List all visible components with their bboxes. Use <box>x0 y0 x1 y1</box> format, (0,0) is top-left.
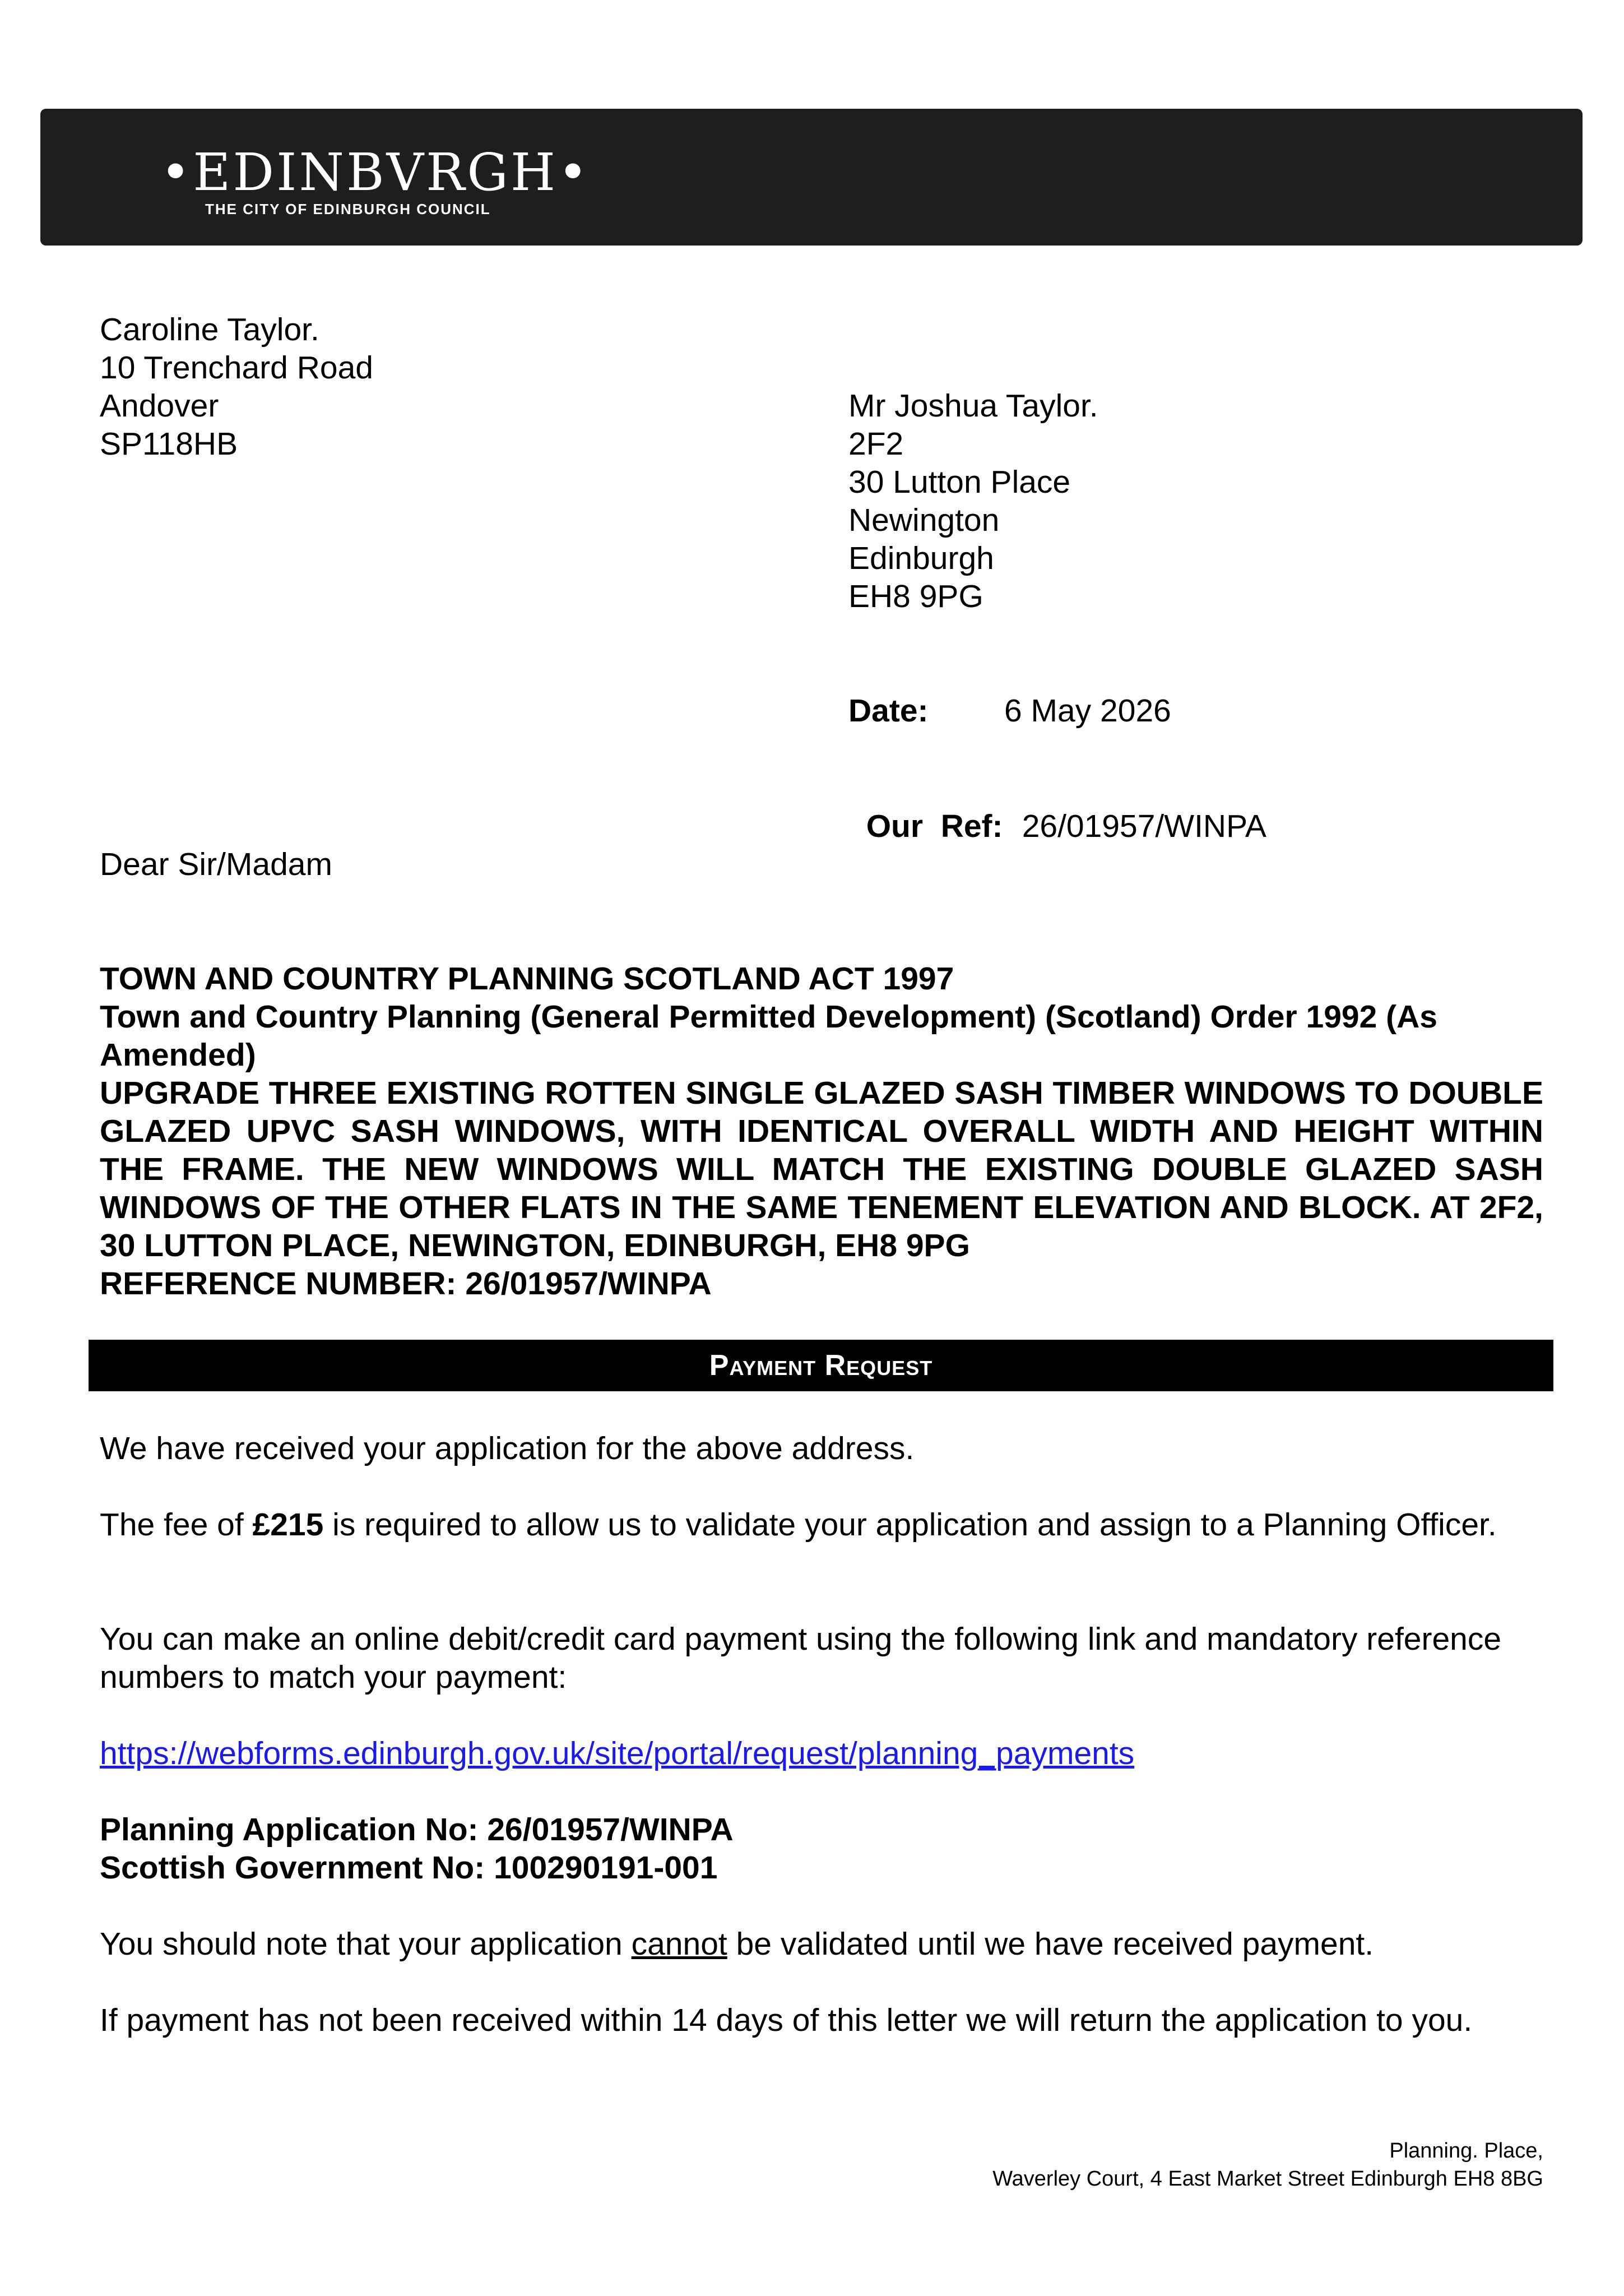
reference-numbers <box>100 1811 1557 1887</box>
reference-number: REFERENCE NUMBER: 26/01957/WINPA <box>100 1266 712 1302</box>
recipient-line: Mr Joshua Taylor. <box>848 388 1098 424</box>
application-heading <box>100 960 1543 1303</box>
fee-suffix: is required to allow us to validate your application and assign to a Planning Officer. <box>323 1507 1497 1543</box>
ref-value: 26/01957/WINPA <box>1022 808 1266 844</box>
sender-line: Andover <box>100 388 219 424</box>
date-value: 6 May 2026 <box>1004 693 1171 729</box>
logo-subtitle: THE CITY OF EDINBURGH COUNCIL <box>205 201 491 217</box>
ref-label: Our Ref: <box>866 808 1003 844</box>
footer-address <box>992 2137 1543 2193</box>
recipient-line: EH8 9PG <box>848 578 983 614</box>
fee-prefix: The fee of <box>100 1507 253 1543</box>
recipient-line: 2F2 <box>848 426 904 462</box>
section-title: Payment Request <box>709 1349 933 1382</box>
footer-line: Waverley Court, 4 East Market Street Edinburgh EH8 8BG <box>992 2167 1543 2191</box>
act-title: TOWN AND COUNTRY PLANNING SCOTLAND ACT 1997 <box>100 961 954 997</box>
footer-line: Planning. Place, <box>1389 2139 1543 2163</box>
fee-paragraph <box>100 1506 1557 1544</box>
planning-application-number: Planning Application No: 26/01957/WINPA <box>100 1812 734 1848</box>
payment-link-line <box>100 1734 1557 1772</box>
salutation: Dear Sir/Madam <box>100 846 332 882</box>
sender-address <box>100 311 373 463</box>
letter-reference <box>848 769 1266 845</box>
sender-line: Caroline Taylor. <box>100 312 319 348</box>
proposal-description: UPGRADE THREE EXISTING ROTTEN SINGLE GLAZED SASH TIMBER WINDOWS TO DOUBLE GLAZED UPVC SASH WINDOWS, WITH IDENTICAL OVERALL WIDTH AND HEIGHT WITHIN THE FRAME. THE NEW WINDOWS WILL MATCH THE EXISTING DOUBLE GLAZED SASH WINDOWS OF THE OTHER FLATS IN THE SAME TENEMENT ELEVATION AND BLOCK. AT 2F2, 30 LUTTON PLACE, NEWINGTON, EDINBURGH, EH8 9PG <box>100 1075 1543 1263</box>
date-label: Date: <box>848 693 929 729</box>
recipient-address <box>848 387 1098 615</box>
recipient-line: Edinburgh <box>848 540 994 576</box>
sender-line: SP118HB <box>100 426 238 462</box>
validation-note <box>100 1925 1557 1963</box>
online-payment-paragraph: You can make an online debit/credit card payment using the following link and mandatory reference numbers to match your payment: <box>100 1621 1502 1695</box>
section-bar <box>89 1340 1553 1391</box>
return-notice: If payment has not been received within 14 days of this letter we will return the application to you. <box>100 2002 1473 2038</box>
council-logo <box>160 142 591 218</box>
note-prefix: You should note that your application <box>100 1926 632 1962</box>
recipient-line: 30 Lutton Place <box>848 464 1071 500</box>
note-suffix: be validated until we have received payment. <box>727 1926 1374 1962</box>
payment-link[interactable]: https://webforms.edinburgh.gov.uk/site/portal/request/planning_payments <box>100 1735 1135 1771</box>
logo-wordmark: •EDINBVRGH• <box>160 142 591 202</box>
fee-amount: £215 <box>252 1507 324 1543</box>
scottish-government-number: Scottish Government No: 100290191-001 <box>100 1850 718 1886</box>
received-paragraph: We have received your application for the above address. <box>100 1431 915 1466</box>
letter-date <box>848 692 1171 730</box>
recipient-line: Newington <box>848 502 1000 538</box>
order-title: Town and Country Planning (General Permitted Development) (Scotland) Order 1992 (As Amended) <box>100 999 1437 1073</box>
sender-line: 10 Trenchard Road <box>100 350 373 386</box>
note-emphasis: cannot <box>631 1926 727 1962</box>
